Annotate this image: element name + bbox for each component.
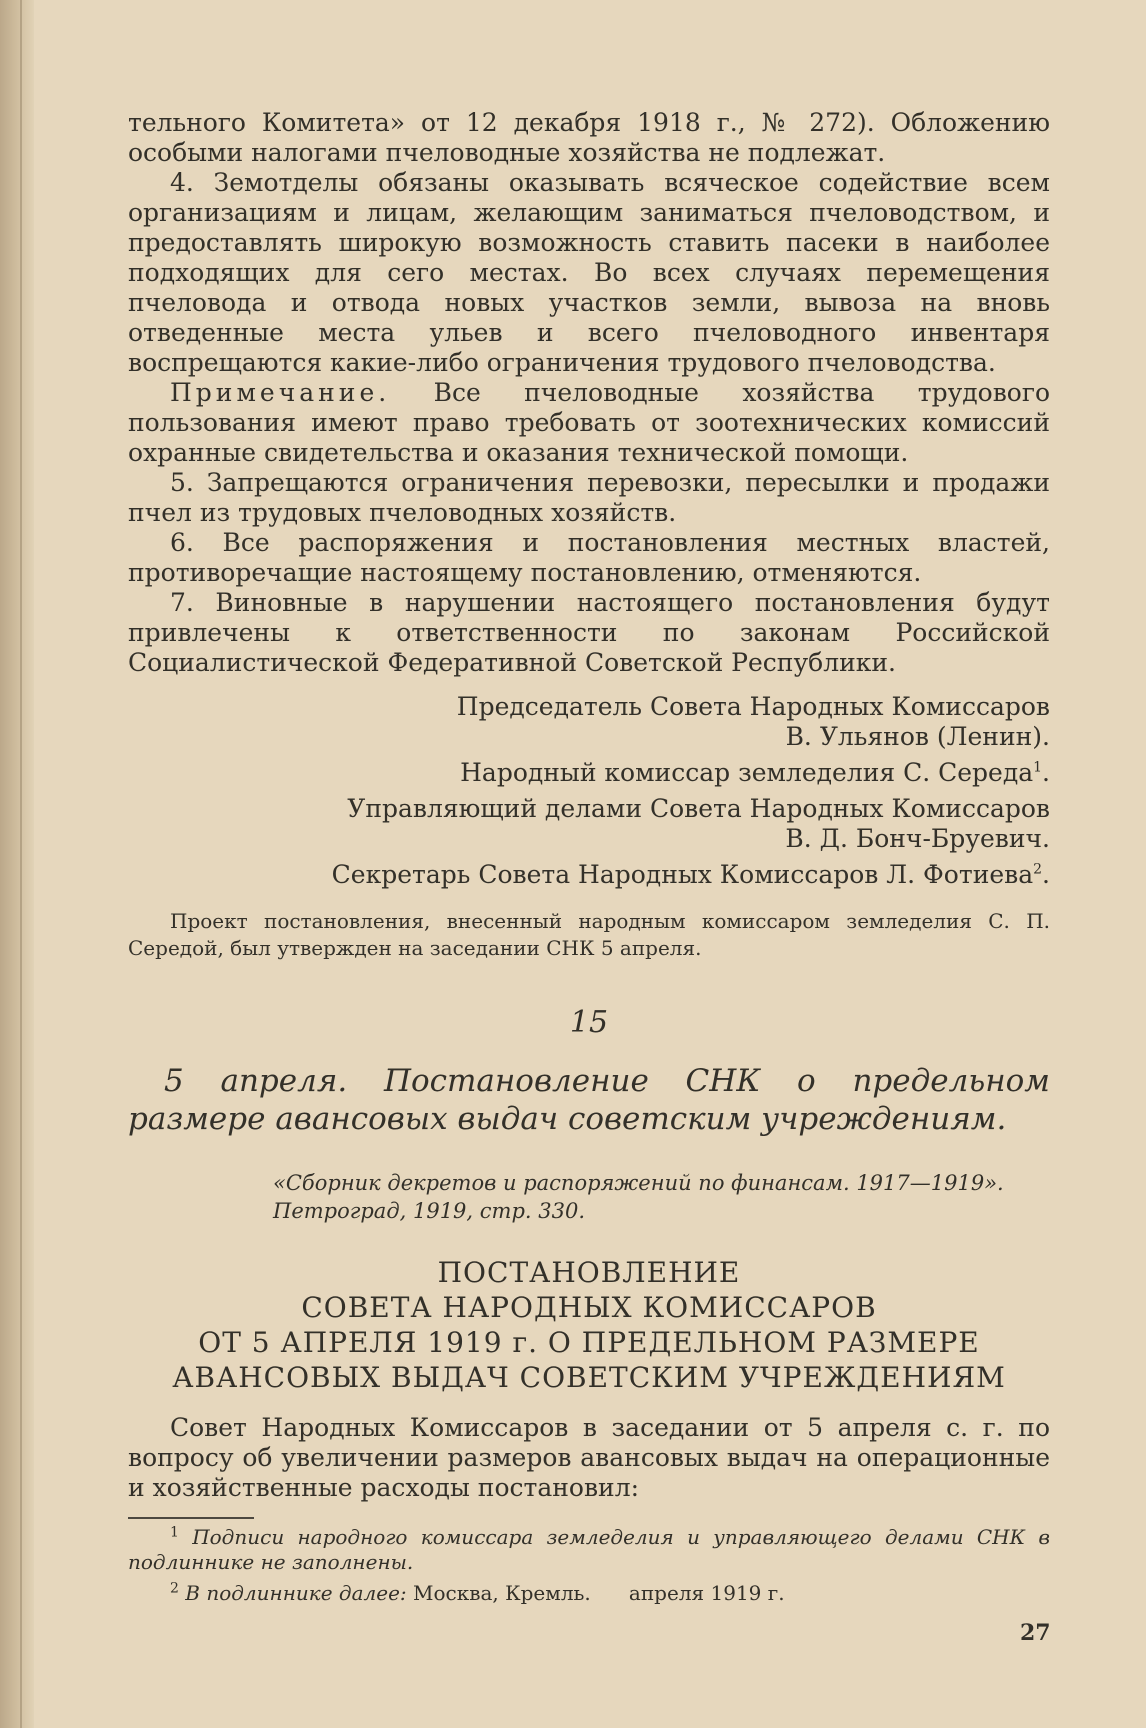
document-heading: 5 апреля. Постановление СНК о предельном размере авансовых выдач советским учреждениям. xyxy=(128,1063,1050,1137)
book-spine-shadow xyxy=(0,0,34,1728)
note-label: Примечание. xyxy=(170,378,391,407)
title-line: ПОСТАНОВЛЕНИЕ xyxy=(437,1256,741,1289)
title-line: СОВЕТА НАРОДНЫХ КОМИССАРОВ xyxy=(301,1291,877,1324)
paragraph-item-6: 6. Все распоряжения и постановления местных властей, противоречащие настоящему постановлению, отменяются. xyxy=(128,528,1050,587)
chair-name: В. Ульянов (Ленин). xyxy=(785,722,1050,751)
paragraph-continuation: тельного Комитета» от 12 декабря 1918 г., № 272). Обложению особыми налогами пчеловодные хозяйства не подлежат. xyxy=(128,108,1050,167)
manager-name: В. Д. Бонч-Бруевич. xyxy=(785,824,1050,853)
signature-block xyxy=(128,692,1050,890)
note-text: Все пчеловодные хозяйства трудового пользования имеют право требовать от зоотехнических комиссий охранные свидетельства и оказания технической помощи. xyxy=(128,378,1050,467)
chair-title: Председатель Совета Народных Комиссаров xyxy=(456,692,1050,721)
project-note: Проект постановления, внесенный народным комиссаром земледелия С. П. Середой, был утвержден на заседании СНК 5 апреля. xyxy=(128,909,1050,960)
paragraph-item-5: 5. Запрещаются ограничения перевозки, пересылки и продажи пчел из трудовых пчеловодных хозяйств. xyxy=(128,468,1050,527)
document-number: 15 xyxy=(569,1005,609,1040)
title-line: АВАНСОВЫХ ВЫДАЧ СОВЕТСКИМ УЧРЕЖДЕНИЯМ xyxy=(172,1361,1006,1394)
title-line: ОТ 5 АПРЕЛЯ 1919 г. О ПРЕДЕЛЬНОМ РАЗМЕРЕ xyxy=(198,1326,980,1359)
page-content xyxy=(128,108,1050,1606)
source-citation: «Сборник декретов и распоряжений по финансам. 1917—1919». Петроград, 1919, стр. 330. xyxy=(273,1171,1004,1223)
page-number: 27 xyxy=(1020,1620,1051,1646)
spine-edge xyxy=(20,0,22,1728)
paragraph-item-4: 4. Земотделы обязаны оказывать всяческое содействие всем организациям и лицам, желающим заниматься пчеловодством, и предоставлять широкую возможность ставить пасеки в наиболее подходящих для сего местах. Во всех случаях перемещения пчеловода и отвода новых участков земли, вывоза на вновь отведенные места ульев и всего пчеловодного инвентаря воспрещаются какие-либо ограничения трудового пчеловодства. xyxy=(128,168,1050,377)
resolution-title xyxy=(128,1255,1050,1395)
secretary: Секретарь Совета Народных Комиссаров Л. Фотиева$^2$. xyxy=(331,860,1050,889)
agriculture-commissar: Народный комиссар земледелия С. Середа$^1$. xyxy=(460,758,1050,787)
paragraph-item-7: 7. Виновные в нарушении настоящего постановления будут привлечены к ответственности по законам Российской Социалистической Федеративной Советской Республики. xyxy=(128,588,1050,677)
footnote-divider xyxy=(128,1517,254,1519)
resolution-body: Совет Народных Комиссаров в заседании от 5 апреля с. г. по вопросу об увеличении размеров авансовых выдач на операционные и хозяйственные расходы постановил: xyxy=(128,1413,1050,1502)
footnote-2: $^2$ В подлиннике далее: Москва, Кремль. апреля 1919 г. xyxy=(170,1580,785,1605)
note-paragraph xyxy=(128,378,1050,468)
manager-title: Управляющий делами Совета Народных Комиссаров xyxy=(347,794,1050,823)
footnote-1: $^1$ Подписи народного комиссара земледелия и управляющего делами СНК в подлиннике не заполнены. xyxy=(128,1524,1050,1574)
